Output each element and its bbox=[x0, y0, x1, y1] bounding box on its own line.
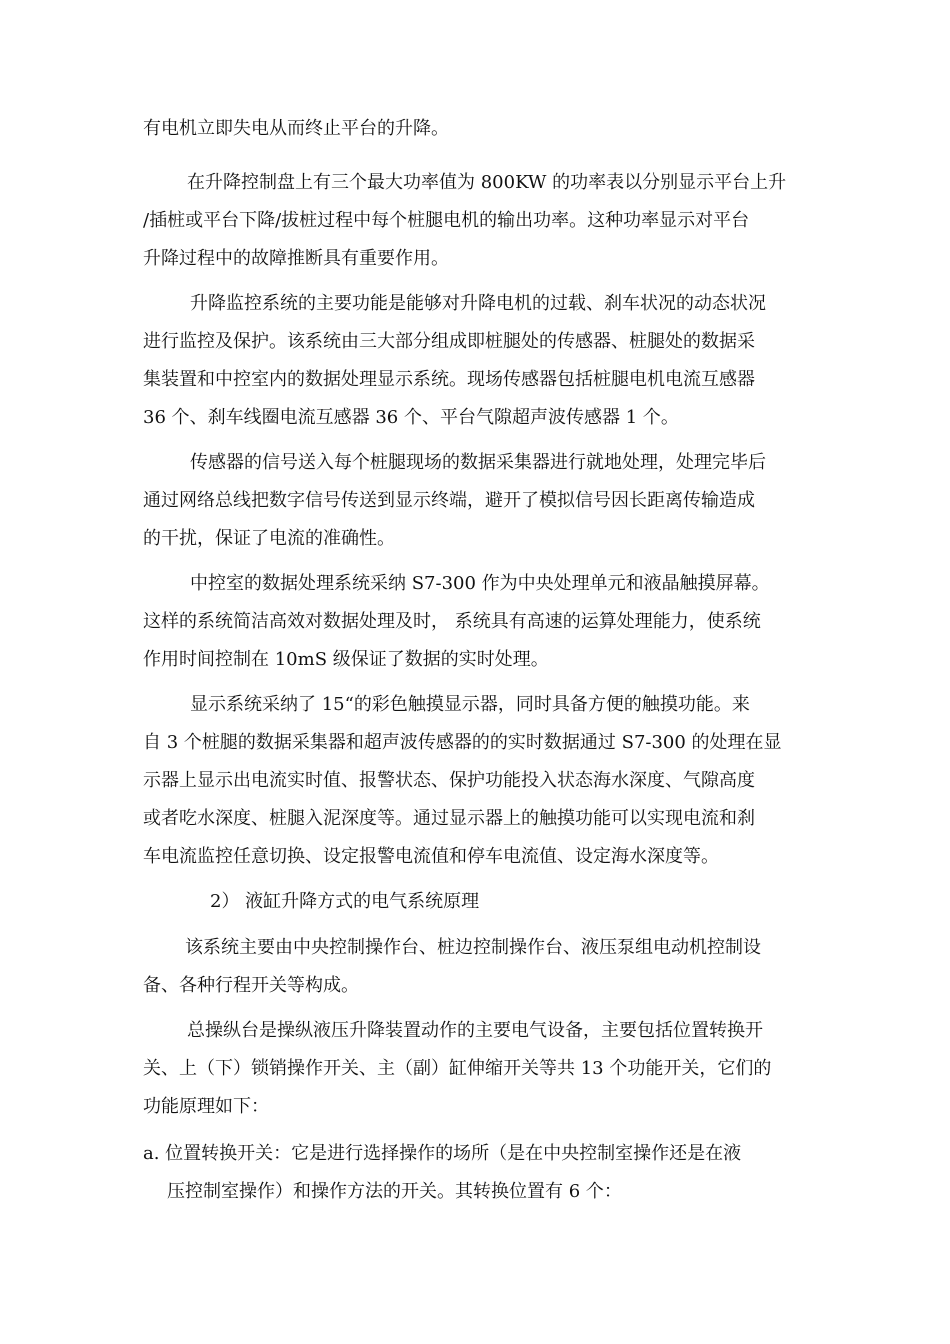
text-line: 的干扰，保证了电流的准确性。 bbox=[143, 528, 395, 549]
text-line: 总操纵台是操纵液压升降装置动作的主要电气设备，主要包括位置转换开 bbox=[187, 1020, 763, 1041]
text-line: 该系统主要由中央控制操作台、桩边控制操作台、液压泵组电动机控制设 bbox=[185, 937, 761, 958]
text-line: 车电流监控任意切换、设定报警电流值和停车电流值、设定海水深度等。 bbox=[143, 846, 719, 867]
list-item-a: a. 位置转换开关：它是进行选择操作的场所（是在中央控制室操作还是在液 bbox=[143, 1143, 742, 1164]
text-line: 有电机立即失电从而终止平台的升降。 bbox=[143, 118, 449, 139]
text-line: 传感器的信号送入每个桩腿现场的数据采集器进行就地处理，处理完毕后 bbox=[190, 452, 766, 473]
text-line: 显示系统采纳了 15“的彩色触摸显示器，同时具备方便的触摸功能。来 bbox=[190, 694, 750, 715]
text-line: 进行监控及保护。该系统由三大部分组成即桩腿处的传感器、桩腿处的数据采 bbox=[143, 331, 755, 352]
text-line: 升降过程中的故障推断具有重要作用。 bbox=[143, 248, 449, 269]
text-line: 示器上显示出电流实时值、报警状态、保护功能投入状态海水深度、气隙高度 bbox=[143, 770, 755, 791]
list-item-a-continuation: 压控制室操作）和操作方法的开关。其转换位置有 6 个： bbox=[167, 1181, 622, 1202]
text-line: /插桩或平台下降/拔桩过程中每个桩腿电机的输出功率。这种功率显示对平台 bbox=[143, 210, 750, 231]
text-line: 这样的系统简洁高效对数据处理及时， 系统具有高速的运算处理能力，使系统 bbox=[143, 611, 761, 632]
text-line: 集装置和中控室内的数据处理显示系统。现场传感器包括桩腿电机电流互感器 bbox=[143, 369, 755, 390]
text-line: 36 个、刹车线圈电流互感器 36 个、平台气隙超声波传感器 1 个。 bbox=[143, 407, 679, 428]
text-line: 或者吃水深度、桩腿入泥深度等。通过显示器上的触摸功能可以实现电流和刹 bbox=[143, 808, 755, 829]
section-heading: 2） 液缸升降方式的电气系统原理 bbox=[210, 891, 480, 912]
text-line: 关、上（下）锁销操作开关、主（副）缸伸缩开关等共 13 个功能开关，它们的 bbox=[143, 1058, 772, 1079]
text-line: 升降监控系统的主要功能是能够对升降电机的过载、刹车状况的动态状况 bbox=[190, 293, 766, 314]
text-line: 在升降控制盘上有三个最大功率值为 800KW 的功率表以分别显示平台上升 bbox=[187, 172, 787, 193]
text-line: 通过网络总线把数字信号传送到显示终端，避开了模拟信号因长距离传输造成 bbox=[143, 490, 755, 511]
text-line: 备、各种行程开关等构成。 bbox=[143, 975, 359, 996]
text-line: 作用时间控制在 10mS 级保证了数据的实时处理。 bbox=[143, 649, 549, 670]
text-line: 自 3 个桩腿的数据采集器和超声波传感器的的实时数据通过 S7-300 的处理在显 bbox=[143, 732, 782, 753]
text-line: 功能原理如下： bbox=[143, 1096, 269, 1117]
text-line: 中控室的数据处理系统采纳 S7-300 作为中央处理单元和液晶触摸屏幕。 bbox=[190, 573, 770, 594]
